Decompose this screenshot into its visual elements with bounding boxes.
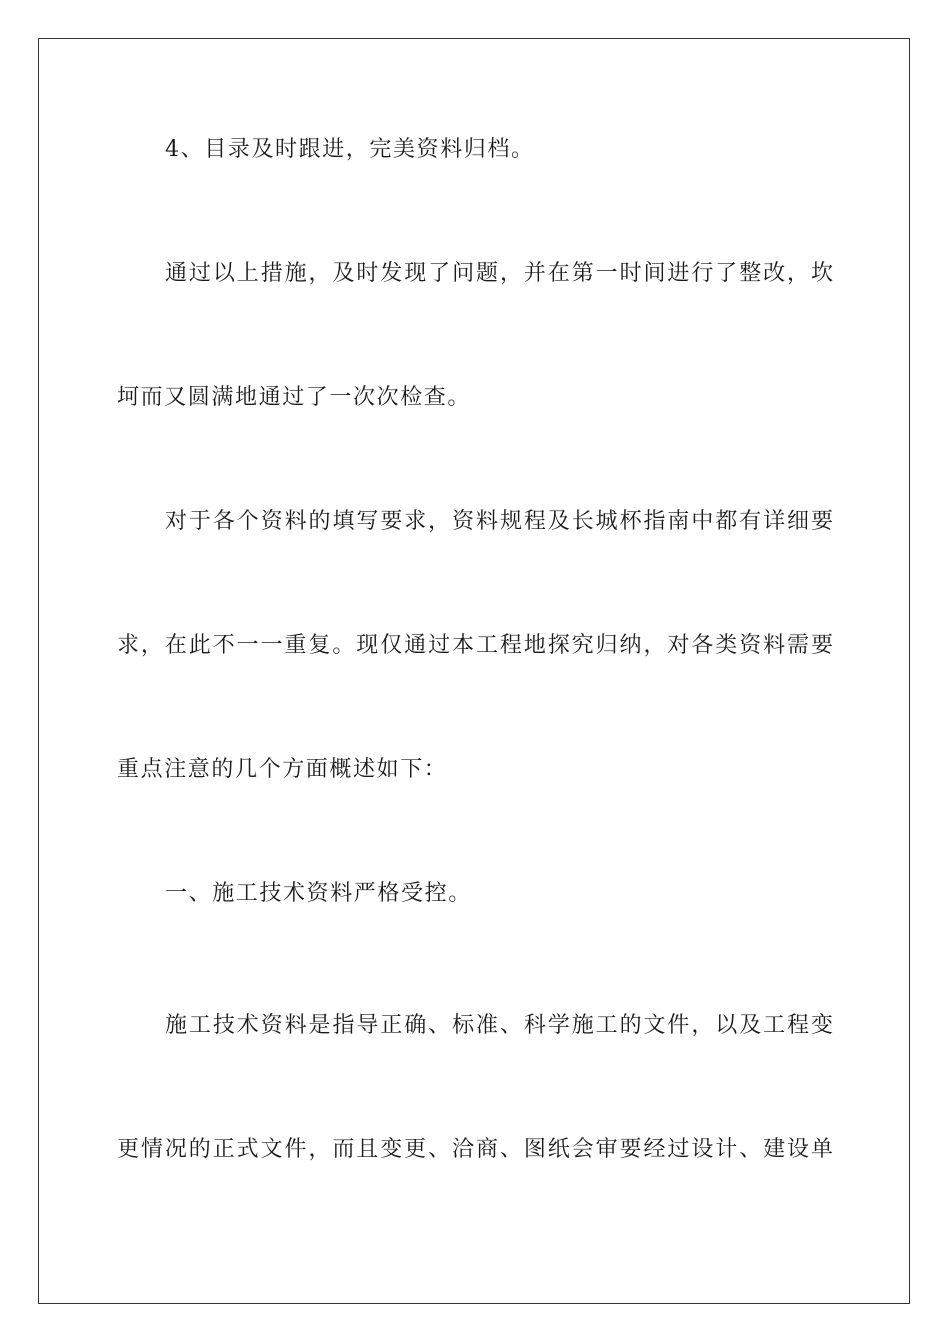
paragraph-line-2: 通过以上措施，及时发现了问题，并在第一时间进行了整改，坎 [165, 261, 833, 286]
paragraph-line-4: 对于各个资料的填写要求，资料规程及长城杯指南中都有详细要 [165, 509, 833, 534]
paragraph-line-6: 重点注意的几个方面概述如下： [117, 757, 448, 782]
paragraph-line-7: 施工技术资料是指导正确、标准、科学施工的文件，以及工程变 [165, 1013, 833, 1038]
paragraph-line-8: 更情况的正式文件，而且变更、洽商、图纸会审要经过设计、建设单 [117, 1137, 833, 1162]
paragraph-line-5: 求，在此不一一重复。现仅通过本工程地探究归纳，对各类资料需要 [117, 633, 833, 658]
paragraph-line-1: 4、目录及时跟进，完美资料归档。 [165, 137, 535, 162]
paragraph-line-3: 坷而又圆满地通过了一次次检查。 [117, 385, 472, 410]
section-heading: 一、施工技术资料严格受控。 [165, 881, 472, 906]
page-border [38, 38, 910, 1304]
